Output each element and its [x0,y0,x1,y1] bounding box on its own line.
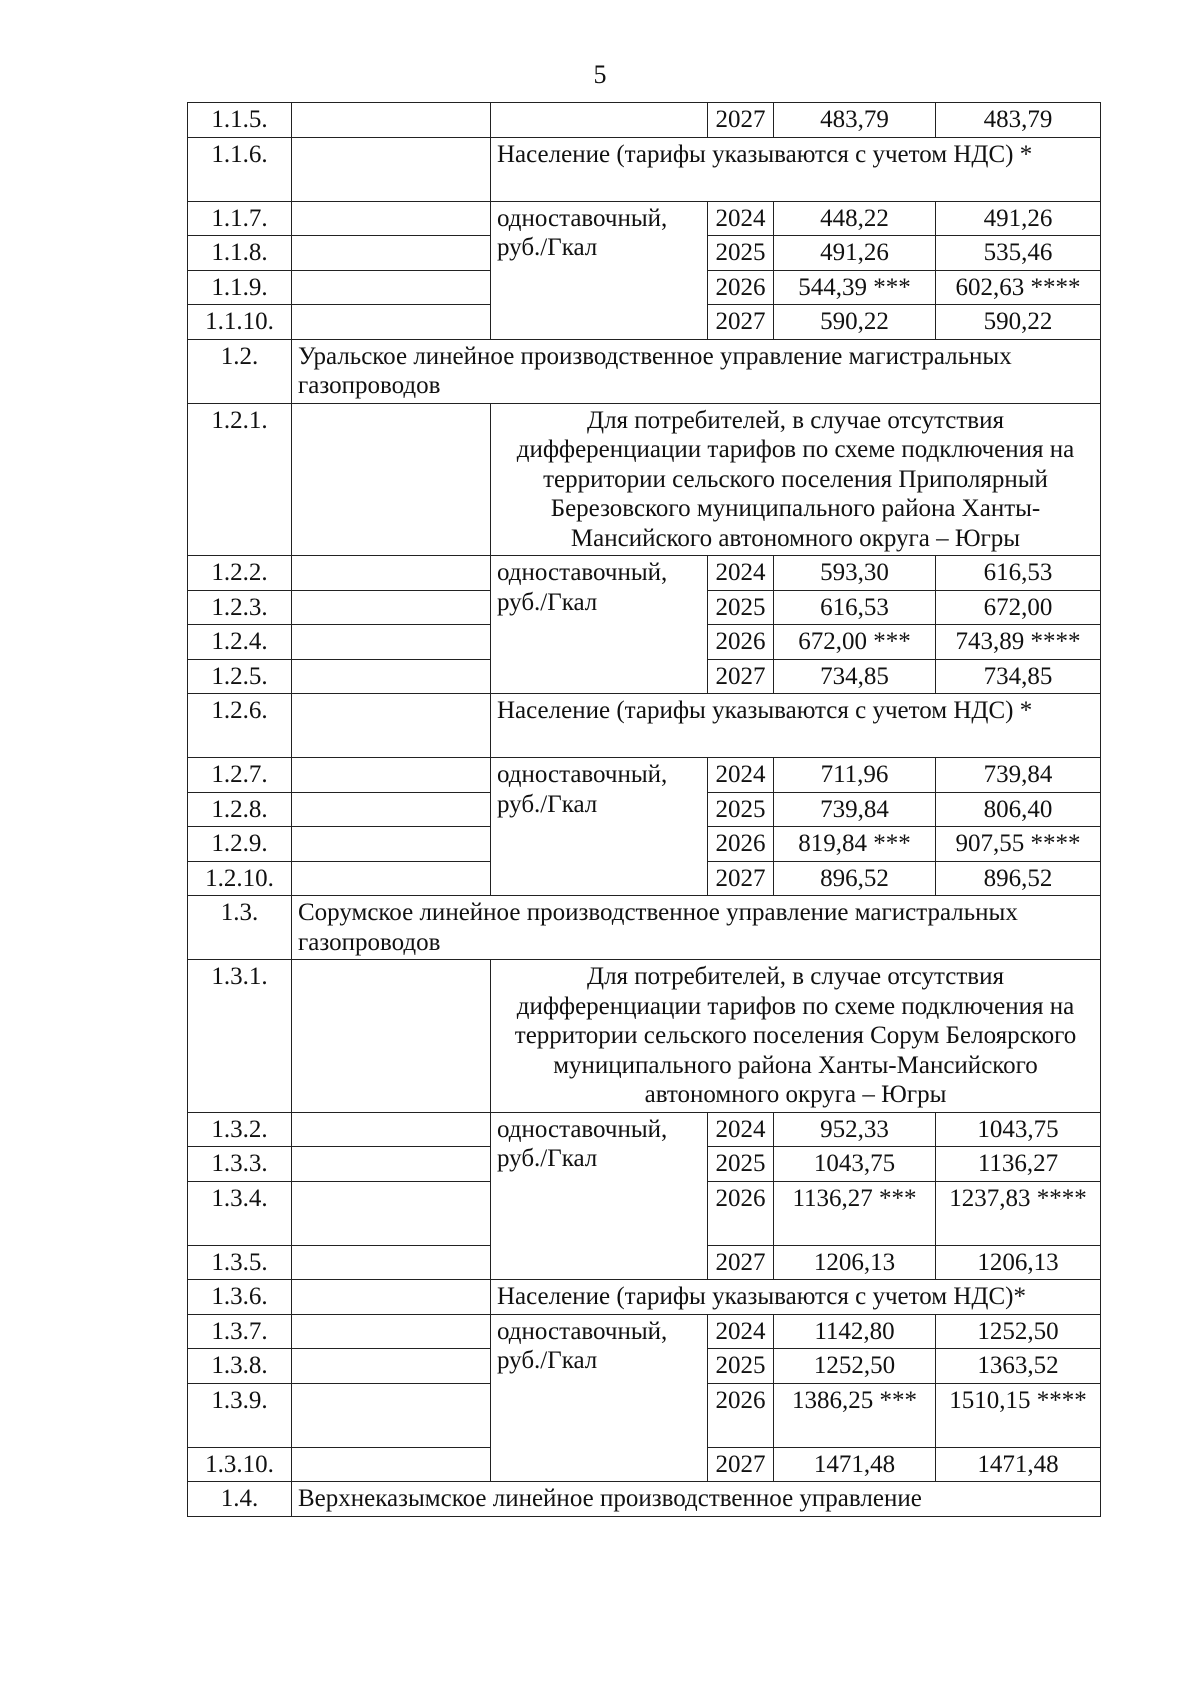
tariff-value-first-half: 1386,25 *** [774,1383,936,1447]
tariff-value-first-half: 483,79 [774,103,936,138]
tariff-value-second-half: 535,46 [936,236,1101,271]
tariff-value-first-half: 952,33 [774,1112,936,1147]
empty-cell [292,270,491,305]
empty-cell [292,1112,491,1147]
tariff-value-second-half: 590,22 [936,305,1101,340]
group-header: Население (тарифы указываются с учетом НДС)* [491,1280,1101,1315]
year-cell: 2027 [708,1447,774,1482]
row-number: 1.2.10. [188,861,292,896]
tariff-value-second-half: 734,85 [936,659,1101,694]
section-header: Верхнеказымское линейное производственное управление [292,1482,1101,1517]
table-row [188,339,1101,403]
row-number: 1.3.2. [188,1112,292,1147]
row-number: 1.3.5. [188,1245,292,1280]
tariff-value-first-half: 544,39 *** [774,270,936,305]
tariff-value-first-half: 448,22 [774,201,936,236]
row-number: 1.1.5. [188,103,292,138]
row-number: 1.2.8. [188,792,292,827]
row-number: 1.2. [188,339,292,403]
tariff-type-label: одноставочный, руб./Гкал [491,201,708,339]
empty-cell [491,103,708,138]
year-cell: 2025 [708,590,774,625]
table-row [188,694,1101,758]
empty-cell [292,960,491,1113]
empty-cell [292,201,491,236]
year-cell: 2025 [708,792,774,827]
empty-cell [292,792,491,827]
row-number: 1.2.6. [188,694,292,758]
table-row [188,1314,1101,1349]
row-number: 1.3.8. [188,1349,292,1384]
row-number: 1.3.1. [188,960,292,1113]
year-cell: 2027 [708,305,774,340]
empty-cell [292,861,491,896]
tariff-value-first-half: 590,22 [774,305,936,340]
row-number: 1.2.1. [188,403,292,556]
consumer-group-header: Для потребителей, в случае отсутствия дифференциации тарифов по схеме подключения на территории сельского поселения Приполярный Березовского муниципального района Ханты-Мансийского автономного округа – Югры [491,403,1101,556]
row-number: 1.2.3. [188,590,292,625]
row-number: 1.3.9. [188,1383,292,1447]
empty-cell [292,1383,491,1447]
tariff-value-second-half: 1252,50 [936,1314,1101,1349]
year-cell: 2026 [708,625,774,660]
year-cell: 2025 [708,236,774,271]
row-number: 1.3.7. [188,1314,292,1349]
empty-cell [292,1181,491,1245]
year-cell: 2024 [708,556,774,591]
tariff-value-second-half: 1206,13 [936,1245,1101,1280]
tariff-value-second-half: 739,84 [936,758,1101,793]
tariff-value-first-half: 1043,75 [774,1147,936,1182]
tariff-value-first-half: 1252,50 [774,1349,936,1384]
tariff-value-first-half: 1142,80 [774,1314,936,1349]
empty-cell [292,625,491,660]
tariff-value-second-half: 1510,15 **** [936,1383,1101,1447]
row-number: 1.1.9. [188,270,292,305]
year-cell: 2026 [708,827,774,862]
empty-cell [292,694,491,758]
row-number: 1.2.2. [188,556,292,591]
tariff-type-label: одноставочный, руб./Гкал [491,556,708,694]
row-number: 1.1.10. [188,305,292,340]
empty-cell [292,659,491,694]
tariff-table [187,102,1101,1517]
tariff-value-second-half: 1237,83 **** [936,1181,1101,1245]
empty-cell [292,1314,491,1349]
table-row [188,201,1101,236]
row-number: 1.1.8. [188,236,292,271]
empty-cell [292,103,491,138]
row-number: 1.4. [188,1482,292,1517]
empty-cell [292,403,491,556]
table-row [188,960,1101,1113]
empty-cell [292,827,491,862]
table-row [188,1280,1101,1315]
empty-cell [292,1147,491,1182]
row-number: 1.3.10. [188,1447,292,1482]
group-header: Население (тарифы указываются с учетом НДС) * [491,694,1101,758]
year-cell: 2024 [708,1314,774,1349]
tariff-value-second-half: 1471,48 [936,1447,1101,1482]
tariff-value-second-half: 491,26 [936,201,1101,236]
tariff-value-first-half: 672,00 *** [774,625,936,660]
tariff-value-first-half: 593,30 [774,556,936,591]
group-header: Население (тарифы указываются с учетом НДС) * [491,137,1101,201]
row-number: 1.1.6. [188,137,292,201]
tariff-value-first-half: 734,85 [774,659,936,694]
empty-cell [292,758,491,793]
tariff-value-second-half: 483,79 [936,103,1101,138]
year-cell: 2024 [708,201,774,236]
empty-cell [292,1280,491,1315]
year-cell: 2027 [708,1245,774,1280]
tariff-type-label: одноставочный, руб./Гкал [491,1112,708,1280]
tariff-type-label: одноставочный, руб./Гкал [491,758,708,896]
empty-cell [292,1245,491,1280]
year-cell: 2026 [708,1181,774,1245]
year-cell: 2024 [708,758,774,793]
tariff-value-second-half: 896,52 [936,861,1101,896]
tariff-value-second-half: 672,00 [936,590,1101,625]
row-number: 1.2.5. [188,659,292,694]
row-number: 1.3.4. [188,1181,292,1245]
table-row [188,758,1101,793]
row-number: 1.2.9. [188,827,292,862]
year-cell: 2025 [708,1147,774,1182]
tariff-value-first-half: 1136,27 *** [774,1181,936,1245]
tariff-value-first-half: 711,96 [774,758,936,793]
row-number: 1.1.7. [188,201,292,236]
year-cell: 2027 [708,861,774,896]
tariff-value-first-half: 491,26 [774,236,936,271]
year-cell: 2026 [708,270,774,305]
tariff-value-first-half: 1471,48 [774,1447,936,1482]
tariff-value-first-half: 1206,13 [774,1245,936,1280]
section-header: Сорумское линейное производственное управление магистральных газопроводов [292,896,1101,960]
tariff-value-first-half: 896,52 [774,861,936,896]
row-number: 1.2.4. [188,625,292,660]
empty-cell [292,590,491,625]
tariff-value-first-half: 739,84 [774,792,936,827]
tariff-value-second-half: 806,40 [936,792,1101,827]
tariff-value-second-half: 1363,52 [936,1349,1101,1384]
empty-cell [292,305,491,340]
year-cell: 2027 [708,659,774,694]
year-cell: 2024 [708,1112,774,1147]
empty-cell [292,137,491,201]
year-cell: 2025 [708,1349,774,1384]
tariff-value-second-half: 1136,27 [936,1147,1101,1182]
table-row [188,556,1101,591]
table-row [188,1112,1101,1147]
tariff-type-label: одноставочный, руб./Гкал [491,1314,708,1482]
empty-cell [292,556,491,591]
table-row [188,403,1101,556]
row-number: 1.3. [188,896,292,960]
table-row [188,1482,1101,1517]
table-row [188,896,1101,960]
tariff-value-second-half: 1043,75 [936,1112,1101,1147]
consumer-group-header: Для потребителей, в случае отсутствия дифференциации тарифов по схеме подключения на территории сельского поселения Сорум Белоярского муниципального района Ханты-Мансийского автономного округа – Югры [491,960,1101,1113]
tariff-value-second-half: 907,55 **** [936,827,1101,862]
tariff-value-first-half: 616,53 [774,590,936,625]
empty-cell [292,236,491,271]
empty-cell [292,1349,491,1384]
table-row [188,137,1101,201]
tariff-value-second-half: 616,53 [936,556,1101,591]
tariff-value-second-half: 602,63 **** [936,270,1101,305]
table-row [188,103,1101,138]
row-number: 1.2.7. [188,758,292,793]
row-number: 1.3.3. [188,1147,292,1182]
page-number: 5 [593,60,607,89]
year-cell: 2026 [708,1383,774,1447]
section-header: Уральское линейное производственное управление магистральных газопроводов [292,339,1101,403]
year-cell: 2027 [708,103,774,138]
empty-cell [292,1447,491,1482]
row-number: 1.3.6. [188,1280,292,1315]
tariff-value-second-half: 743,89 **** [936,625,1101,660]
tariff-value-first-half: 819,84 *** [774,827,936,862]
